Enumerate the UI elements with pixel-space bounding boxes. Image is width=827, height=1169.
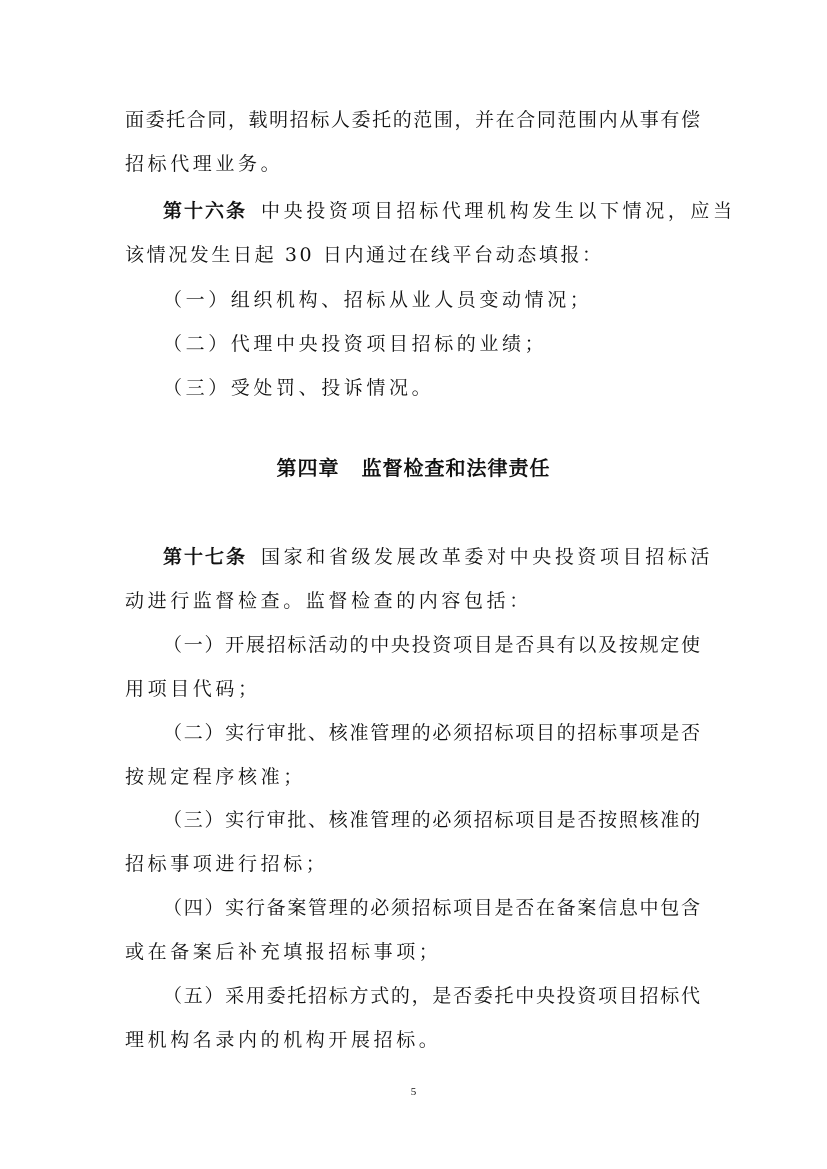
paragraph-line: 面委托合同，载明招标人委托的范围，并在合同范围内从事有偿 <box>125 109 700 131</box>
paragraph-line: 招标代理业务。 <box>125 153 284 175</box>
article-17-item-1-line-1: （一）开展招标活动的中央投资项目是否具有以及按规定使 <box>163 634 700 656</box>
chapter-heading <box>0 455 827 481</box>
article-16-label: 第十六条 <box>163 200 248 222</box>
article-17-line-2: 动进行监督检查。监督检查的内容包括： <box>125 590 532 612</box>
article-17-item-4-line-1: （四）实行备案管理的必须招标项目是否在备案信息中包含 <box>163 897 700 919</box>
article-16-item-3: （三）受处罚、投诉情况。 <box>163 377 435 399</box>
article-16-line-2: 该情况发生日起 30 日内通过在线平台动态填报： <box>125 244 604 266</box>
article-17-item-5-line-1: （五）采用委托招标方式的，是否委托中央投资项目招标代 <box>163 985 700 1007</box>
article-17-item-1-line-2: 用项目代码； <box>125 678 261 700</box>
chapter-title: 监督检查和法律责任 <box>361 456 551 480</box>
page-number: 5 <box>410 1086 417 1098</box>
article-17-item-2-line-2: 按规定程序核准； <box>125 766 306 788</box>
article-17-item-4-line-2: 或在备案后补充填报招标事项； <box>125 941 442 963</box>
article-17-text: 国家和省级发展改革委对中央投资项目招标活 <box>261 546 714 568</box>
article-17-label: 第十七条 <box>163 546 248 568</box>
article-16-item-1: （一）组织机构、招标从业人员变动情况； <box>163 289 593 311</box>
article-17-line-1 <box>163 545 713 569</box>
article-17-item-2-line-1: （二）实行审批、核准管理的必须招标项目的招标事项是否 <box>163 722 700 744</box>
article-17-item-5-line-2: 理机构名录内的机构开展招标。 <box>125 1029 442 1051</box>
article-17-item-3-line-2: 招标事项进行招标； <box>125 853 329 875</box>
article-16-item-2: （二）代理中央投资项目招标的业绩； <box>163 333 548 355</box>
article-16-line-1 <box>163 199 736 223</box>
article-17-item-3-line-1: （三）实行审批、核准管理的必须招标项目是否按照核准的 <box>163 809 700 831</box>
chapter-number: 第四章 <box>276 456 340 480</box>
article-16-text: 中央投资项目招标代理机构发生以下情况，应当 <box>261 200 736 222</box>
